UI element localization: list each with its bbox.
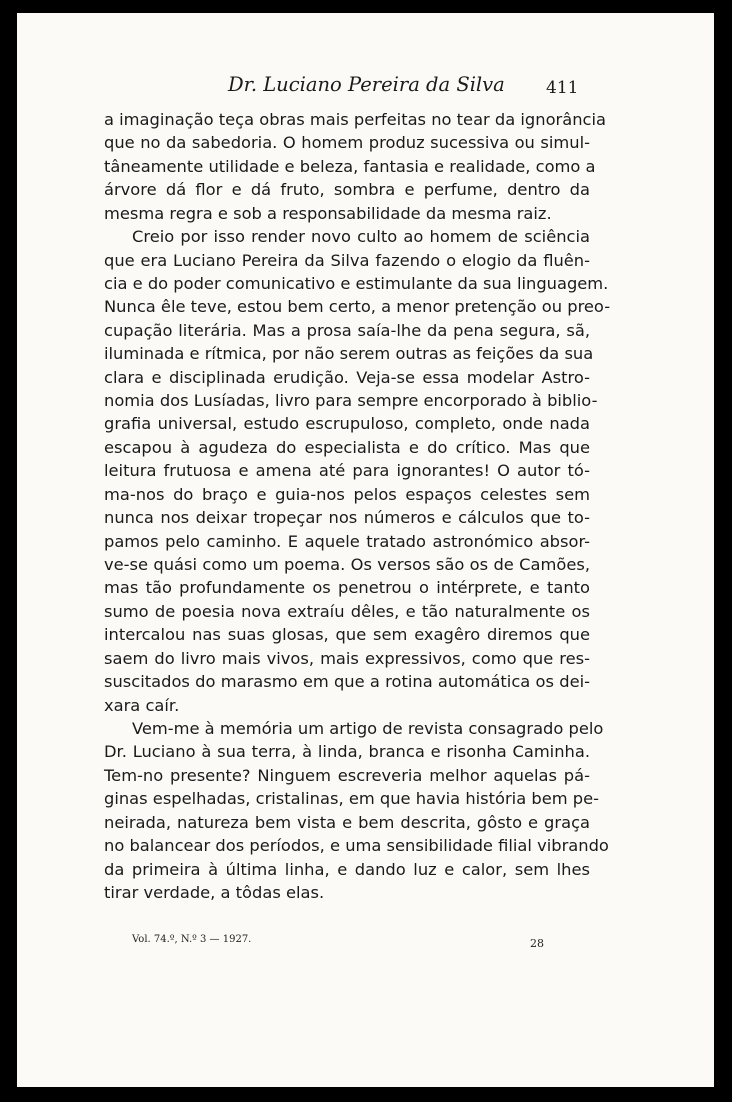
text-line: escapou à agudeza do especialista e do crítico. Mas que <box>104 437 590 457</box>
text-line: xara caír. <box>104 695 180 715</box>
text-line: leitura frutuosa e amena até para ignorantes! O autor tó- <box>104 461 590 481</box>
text-line: mas tão profundamente os penetrou o intérprete, e tanto <box>104 578 590 598</box>
text-line: mesma regra e sob a responsabilidade da mesma raiz. <box>104 203 552 223</box>
text-line: saem do livro mais vivos, mais expressivos, como que res- <box>104 648 590 668</box>
text-line: que era Luciano Pereira da Silva fazendo o elogio da fluên- <box>104 250 590 270</box>
volume-info: Vol. 74.º, N.º 3 — 1927. <box>132 934 252 945</box>
text-line: nunca nos deixar tropeçar nos números e cálculos que to- <box>104 508 590 528</box>
text-line: iluminada e rítmica, por não serem outras as feições da sua <box>104 344 594 364</box>
text-line: cupação literária. Mas a prosa saía-lhe da pena segura, sã, <box>104 320 590 340</box>
text-line: Dr. Luciano à sua terra, à linda, branca e risonha Caminha. <box>104 742 590 762</box>
text-line: pamos pelo caminho. E aquele tratado astronómico absor- <box>104 531 590 551</box>
text-line: árvore dá flor e dá fruto, sombra e perfume, dentro da <box>104 180 590 200</box>
text-line: a imaginação teça obras mais perfeitas no tear da ignorância <box>104 110 606 129</box>
text-line: cia e do poder comunicativo e estimulante da sua linguagem. <box>104 273 609 293</box>
text-line: que no da sabedoria. O homem produz sucessiva ou simul- <box>104 133 590 153</box>
text-line: ginas espelhadas, cristalinas, em que havia história bem pe- <box>104 789 599 809</box>
text-line: neirada, natureza bem vista e bem descrita, gôsto e graça <box>104 812 590 832</box>
text-line: no balancear dos períodos, e uma sensibilidade filial vibrando <box>104 836 609 856</box>
text-line: intercalou nas suas glosas, que sem exagêro diremos que <box>104 625 590 645</box>
page-number: 411 <box>546 78 579 98</box>
text-line: ma-nos do braço e guia-nos pelos espaços celestes sem <box>104 484 590 504</box>
text-line: sumo de poesia nova extraíu dêles, e tão naturalmente os <box>104 601 590 621</box>
text-line: suscitados do marasmo em que a rotina automática os dei- <box>104 672 590 692</box>
text-line: Tem-no presente? Ninguem escreveria melhor aquelas pá- <box>104 765 590 785</box>
text-line: nomia dos Lusíadas, livro para sempre encorporado à biblio- <box>104 391 598 411</box>
signature-mark: 28 <box>530 937 544 950</box>
text-line: Vem-me à memória um artigo de revista consagrado pelo <box>132 718 604 738</box>
text-line: Nunca êle teve, estou bem certo, a menor pretenção ou preo- <box>104 297 611 317</box>
text-line: tâneamente utilidade e beleza, fantasia e realidade, como a <box>104 156 596 176</box>
text-line: ve-se quási como um poema. Os versos são os de Camões, <box>104 555 590 575</box>
text-line: tirar verdade, a tôdas elas. <box>104 882 325 902</box>
text-line: clara e disciplinada erudição. Veja-se essa modelar Astro- <box>104 367 590 387</box>
body-text <box>104 108 611 904</box>
text-line: da primeira à última linha, e dando luz e calor, sem lhes <box>104 859 590 879</box>
text-line: grafia universal, estudo escrupuloso, completo, onde nada <box>104 414 590 434</box>
running-title: Dr. Luciano Pereira da Silva <box>228 73 505 96</box>
text-line: Creio por isso render novo culto ao homem de sciência <box>132 227 590 247</box>
